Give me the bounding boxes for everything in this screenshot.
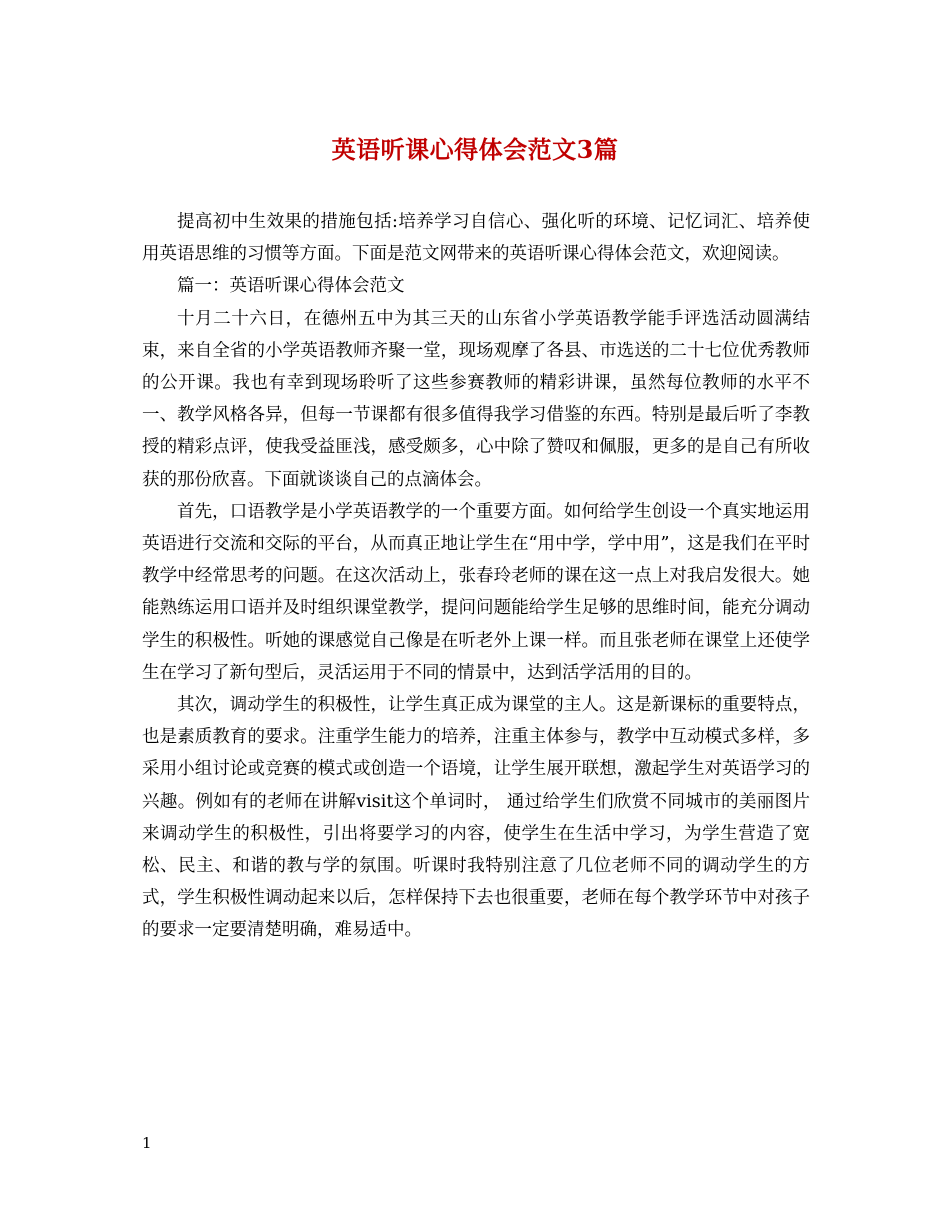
paragraph-intro: 提高初中生效果的措施包括:培养学习自信心、强化听的环境、记忆词汇、培养使用英语思维的习惯等方面。下面是范文网带来的英语听课心得体会范文，欢迎阅读。 xyxy=(142,212,810,265)
page-number: 1 xyxy=(142,1134,152,1152)
paragraph-2: 首先，口语教学是小学英语教学的一个重要方面。如何给学生创设一个真实地运用英语进行交流和交际的平台，从而真正地让学生在“用中学，学中用”，这是我们在平时教学中经常思考的问题。在这次活动上，张春玲老师的课在这一点上对我启发很大。她能熟练运用口语并及时组织课堂教学，提问问题能给学生足够的思维时间，能充分调动学生的积极性。听她的课感觉自己像是在听老外上课一样。而且张老师在课堂上还使学生在学习了新句型后，灵活运用于不同的情景中，达到活学活用的目的。 xyxy=(142,501,810,683)
paragraph-1: 十月二十六日，在德州五中为其三天的山东省小学英语教学能手评选活动圆满结束，来自全省的小学英语教师齐聚一堂，现场观摩了各县、市选送的二十七位优秀教师的公开课。我也有幸到现场聆听了这些参赛教师的精彩讲课，虽然每位教师的水平不一、教学风格各异，但每一节课都有很多值得我学习借鉴的东西。特别是最后听了李教授的精彩点评，使我受益匪浅，感受颇多，心中除了赞叹和佩服，更多的是自己有所收获的那份欣喜。下面就谈谈自己的点滴体会。 xyxy=(142,308,810,490)
document-title: 英语听课心得体会范文3篇 xyxy=(331,135,619,164)
section-heading: 篇一：英语听课心得体会范文 xyxy=(177,276,405,297)
document-body xyxy=(142,206,810,947)
paragraph-3: 其次，调动学生的积极性，让学生真正成为课堂的主人。这是新课标的重要特点，也是素质教育的要求。注重学生能力的培养，注重主体参与，教学中互动模式多样，多采用小组讨论或竞赛的模式或创造一个语境，让学生展开联想，激起学生对英语学习的兴趣。例如有的老师在讲解visit这个单词时， 通过给学生们欣赏不同城市的美丽图片来调动学生的积极性，引出将要学习的内容，使学生在生活中学习，为学生营造了宽松、民主、和谐的教与学的氛围。听课时我特别注意了几位老师不同的调动学生的方式，学生积极性调动起来以后，怎样保持下去也很重要，老师在每个教学环节中对孩子的要求一定要清楚明确，难易适中。 xyxy=(142,695,810,941)
